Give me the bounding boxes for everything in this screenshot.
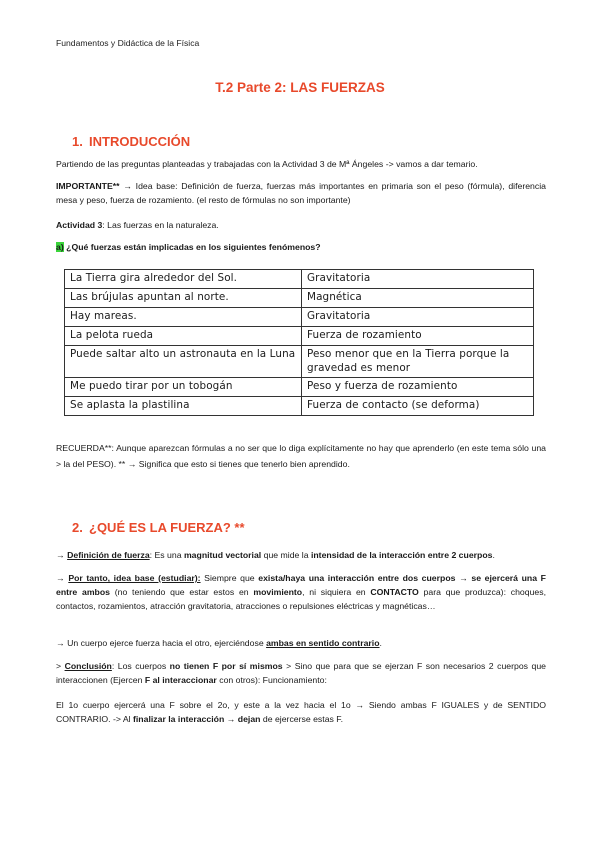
phenomena-table	[64, 269, 534, 416]
conclusion-paragraph	[56, 659, 546, 687]
phenomenon-cell: La pelota rueda	[65, 327, 302, 346]
definition-label: Definición de fuerza	[67, 550, 150, 560]
final-bold-2: dejan	[237, 714, 261, 724]
final-bold-1: finalizar la interacción	[133, 714, 225, 724]
intro-paragraph: Partiendo de las preguntas planteadas y trabajadas con la Actividad 3 de Mª Ángeles -> vamos a dar temario.	[56, 159, 478, 169]
force-cell: Peso y fuerza de rozamiento	[302, 378, 534, 397]
conclusion-text-2: > Sino que para que se ejerzan F son necesarios 2 cuerpos que interaccionen (Ejercen	[56, 661, 546, 685]
actividad-line	[56, 218, 546, 232]
section-2-title: ¿QUÉ ES LA FUERZA? **	[89, 520, 245, 535]
recuerda-paragraph: RECUERDA**: Aunque aparezcan fórmulas a no ser que lo diga explícitamente no hay que aprenderlo (en este tema sólo una > la del PESO). ** → Significa que esto si tienes que tenerlo bien aprendido.	[56, 443, 546, 469]
portanto-bold-1: exista/haya una interacción entre dos cuerpos → se ejercerá una F entre ambos	[56, 573, 546, 597]
table-row	[65, 308, 534, 327]
question-text: ¿Qué fuerzas están implicadas en los siguientes fenómenos?	[63, 242, 321, 252]
cuerpo-bold-1: ambas en sentido contrario	[266, 638, 380, 648]
section-1-heading	[72, 134, 190, 149]
portanto-bold-3: CONTACTO	[370, 587, 419, 597]
importante-text: → Idea base: Definición de fuerza, fuerzas más importantes en primaria son el peso (fórmula), diferencia mesa y peso, fuerza de rozamiento. (el resto de fórmulas no son importante)	[56, 181, 546, 205]
running-header: Fundamentos y Didáctica de la Física	[56, 38, 200, 48]
arrow-glyph: →	[56, 550, 68, 560]
table-row	[65, 270, 534, 289]
phenomenon-cell: Puede saltar alto un astronauta en la Luna	[65, 346, 302, 378]
table-row	[65, 346, 534, 378]
phenomenon-cell: Me puedo tirar por un tobogán	[65, 378, 302, 397]
phenomenon-cell: La Tierra gira alrededor del Sol.	[65, 270, 302, 289]
importante-label: IMPORTANTE**	[56, 181, 120, 191]
portanto-label: Por tanto, idea base (estudiar):	[68, 573, 201, 583]
section-2-heading	[72, 520, 245, 535]
section-1-title: INTRODUCCIÓN	[89, 134, 191, 149]
force-cell: Fuerza de rozamiento	[302, 327, 534, 346]
definition-bold-1: magnitud vectorial	[183, 550, 262, 560]
portanto-paragraph	[56, 571, 546, 613]
page-title: T.2 Parte 2: LAS FUERZAS	[215, 80, 385, 95]
portanto-text-1: Siempre que	[200, 573, 259, 583]
definition-text-2: que mide la	[261, 550, 311, 560]
table-row	[65, 327, 534, 346]
cuerpo-text-1: → Un cuerpo ejerce fuerza hacia el otro, ejerciéndose	[56, 638, 267, 648]
conclusion-label: Conclusión	[64, 661, 112, 671]
section-1-number: 1.	[72, 134, 83, 149]
force-cell: Gravitatoria	[302, 270, 534, 289]
table-row	[65, 289, 534, 308]
arrow-glyph: →	[56, 573, 69, 583]
conclusion-bold-1: no tienen F por sí mismos	[169, 661, 283, 671]
force-cell: Magnética	[302, 289, 534, 308]
actividad-label: Actividad 3	[56, 220, 103, 230]
table-row	[65, 378, 534, 397]
conclusion-text-3: con otros): Funcionamiento:	[216, 675, 327, 685]
question-line	[56, 240, 546, 254]
force-cell: Peso menor que en la Tierra porque la gravedad es menor	[302, 346, 534, 378]
portanto-text-4: para que produzca): choques, contactos, rozamientos, atracción gravitatoria, atracciones o repulsiones eléctricas y magnéticas…	[56, 587, 546, 611]
phenomenon-cell: Hay mareas.	[65, 308, 302, 327]
portanto-bold-2: movimiento	[253, 587, 303, 597]
definition-paragraph	[56, 548, 546, 562]
final-text-3: de ejercerse estas F.	[260, 714, 344, 724]
definition-text-1: : Es una	[149, 550, 184, 560]
importante-paragraph	[56, 179, 546, 207]
force-cell: Gravitatoria	[302, 308, 534, 327]
final-paragraph	[56, 698, 546, 726]
section-2-number: 2.	[72, 520, 83, 535]
table-row	[65, 397, 534, 416]
final-text-1: El 1o cuerpo ejercerá una F sobre el 2o, y este a la vez hacia el 1o → Siendo ambas F IGUALES y de SENTIDO CONTRARIO. -> Al	[56, 700, 546, 724]
question-tag-highlight: a)	[56, 242, 64, 252]
definition-bold-2: intensidad de la interacción entre 2 cuerpos	[310, 550, 493, 560]
definition-text-3: .	[492, 550, 495, 560]
conclusion-text-1: : Los cuerpos	[111, 661, 170, 671]
cuerpo-text-2: .	[379, 638, 382, 648]
portanto-text-3: , ni siquiera en	[302, 587, 371, 597]
portanto-text-2: (no teniendo que estar estos en	[110, 587, 254, 597]
final-text-2: →	[224, 714, 238, 724]
conclusion-prefix: >	[56, 661, 65, 671]
force-cell: Fuerza de contacto (se deforma)	[302, 397, 534, 416]
conclusion-bold-2: F al interaccionar	[144, 675, 217, 685]
phenomenon-cell: Las brújulas apuntan al norte.	[65, 289, 302, 308]
actividad-text: : Las fuerzas en la naturaleza.	[102, 220, 219, 230]
cuerpo-paragraph	[56, 636, 546, 650]
phenomenon-cell: Se aplasta la plastilina	[65, 397, 302, 416]
